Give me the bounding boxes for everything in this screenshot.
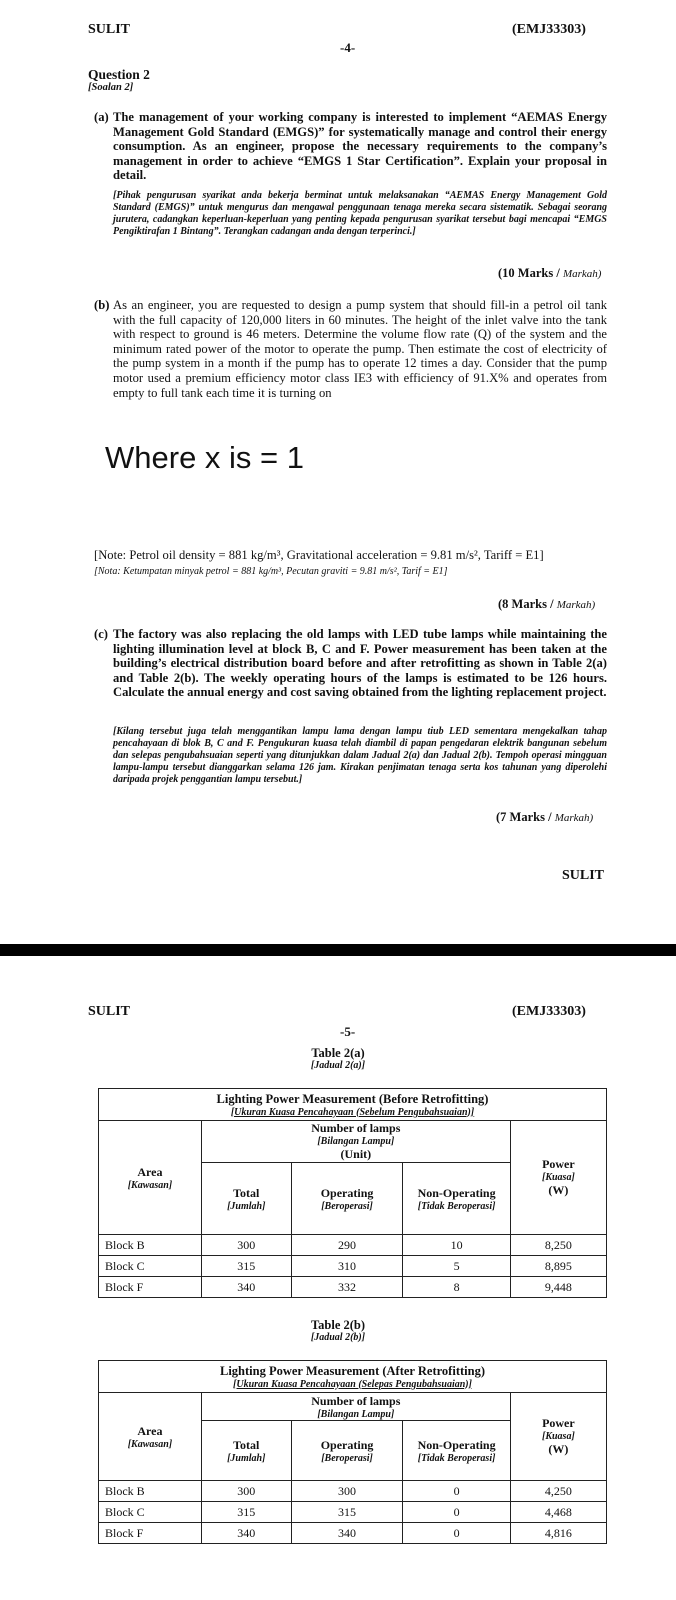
question-title-my: [Soalan 2] [88, 82, 134, 93]
non-operating-cell: 5 [403, 1256, 510, 1277]
non-operating-header: Non-Operating [Tidak Beroperasi] [403, 1421, 510, 1481]
non-operating-cell: 8 [403, 1277, 510, 1298]
power-cell: 8,250 [510, 1235, 606, 1256]
total-cell: 340 [201, 1277, 291, 1298]
total-header: Total [Jumlah] [201, 1421, 291, 1481]
non-operating-cell: 10 [403, 1235, 510, 1256]
page-number-p5: -5- [340, 1024, 356, 1039]
power-cell: 8,895 [510, 1256, 606, 1277]
operating-cell: 290 [291, 1235, 403, 1256]
course-code-p5: (EMJ33303) [512, 1004, 586, 1019]
power-cell: 4,468 [510, 1502, 606, 1523]
sulit-header-left-p5: SULIT [88, 1004, 131, 1019]
area-cell: Block B [99, 1235, 202, 1256]
part-a-text: The management of your working company is interested to implement “AEMAS Energy Management Gold Standard (EMGS)” for systematically manage and control their energy consumption. As an engineer, propose the necessary requirements to the company’s management in order to achieve “EMGS 1 Star Certification”. Explain your proposal in detail. [113, 110, 607, 183]
operating-cell: 315 [291, 1502, 403, 1523]
question-title: Question 2 [88, 67, 150, 82]
total-header: Total [Jumlah] [201, 1163, 291, 1235]
part-c-marks: (7 Marks / Markah) [496, 810, 594, 824]
power-header: Power [Kuasa] (W) [510, 1121, 606, 1235]
area-cell: Block B [99, 1481, 202, 1502]
total-cell: 315 [201, 1502, 291, 1523]
part-c-text: The factory was also replacing the old lamps with LED tube lamps while maintaining the lighting illumination level at block B, C and F. Power measurement has been taken at the building’s electrical distribution board before and after retrofitting as shown in Table 2(a) and Table 2(b). The weekly operating hours of the lamps is estimated to be 126 hours. Calculate the annual energy and cost saving obtained from the lighting replacement project. [113, 627, 607, 700]
table-a-caption: Table 2(a) [Jadual 2(a)] [310, 1046, 366, 1071]
operating-header: Operating [Beroperasi] [291, 1163, 403, 1235]
course-code: (EMJ33303) [512, 22, 586, 37]
page-number: -4- [340, 40, 356, 55]
total-cell: 340 [201, 1523, 291, 1544]
part-b-marks: (8 Marks / Markah) [498, 597, 596, 611]
table-row [99, 1481, 607, 1502]
area-cell: Block F [99, 1277, 202, 1298]
table-row [99, 1523, 607, 1544]
non-operating-cell: 0 [403, 1481, 510, 1502]
power-cell: 4,250 [510, 1481, 606, 1502]
part-a-text-my: [Pihak pengurusan syarikat anda bekerja berminat untuk melaksanakan “AEMAS Energy Management Gold Standard (EMGS)” untuk mengurus dan mengawal penggunaan tenaga mereka secara sistematik. Sebagai seorang jurutera, cadangkan keperluan-keperluan yang penting kepada pengurusan syarikat tersebut bagi mencapai “EMGS Pengiktirafan 1 Bintang”. Terangkan cadangan anda dengan terperinci.] [113, 190, 607, 237]
where-x-note: Where x is = 1 [105, 440, 304, 475]
operating-header: Operating [Beroperasi] [291, 1421, 403, 1481]
power-cell: 4,816 [510, 1523, 606, 1544]
num-lamps-header: Number of lamps [Bilangan Lampu] [201, 1393, 510, 1421]
operating-cell: 340 [291, 1523, 403, 1544]
operating-cell: 310 [291, 1256, 403, 1277]
table-2a [98, 1088, 607, 1298]
part-b-label: (b) [94, 298, 110, 312]
area-header: Area [Kawasan] [99, 1121, 202, 1235]
table-a-title: Lighting Power Measurement (Before Retrofitting) [Ukuran Kuasa Pencahayaan (Sebelum Pengubahsuaian)] [99, 1089, 607, 1121]
operating-cell: 332 [291, 1277, 403, 1298]
operating-cell: 300 [291, 1481, 403, 1502]
total-cell: 315 [201, 1256, 291, 1277]
power-cell: 9,448 [510, 1277, 606, 1298]
non-operating-header: Non-Operating [Tidak Beroperasi] [403, 1163, 510, 1235]
power-header: Power [Kuasa] (W) [510, 1393, 606, 1481]
area-cell: Block C [99, 1502, 202, 1523]
table-row [99, 1256, 607, 1277]
table-2b [98, 1360, 607, 1544]
part-b-note: [Note: Petrol oil density = 881 kg/m³, Gravitational acceleration = 9.81 m/s², Tariff = E1] [94, 548, 544, 562]
total-cell: 300 [201, 1235, 291, 1256]
table-b-title: Lighting Power Measurement (After Retrofitting) [Ukuran Kuasa Pencahayaan (Selepas Pengubahsuaian)] [99, 1361, 607, 1393]
table-row [99, 1277, 607, 1298]
part-a-marks: (10 Marks / Markah) [498, 266, 602, 280]
table-row [99, 1502, 607, 1523]
part-c-label: (c) [94, 627, 108, 641]
non-operating-cell: 0 [403, 1502, 510, 1523]
non-operating-cell: 0 [403, 1523, 510, 1544]
total-cell: 300 [201, 1481, 291, 1502]
part-a-label: (a) [94, 110, 109, 124]
page-divider [0, 944, 676, 956]
part-b-text: As an engineer, you are requested to design a pump system that should fill-in a petrol oil tank with the full capacity of 120,000 liters in 60 minutes. The height of the inlet valve into the tank with respect to ground is 46 meters. Determine the volume flow rate (Q) of the system and the minimum rated power of the motor to operate the pump. Then estimate the cost of electricity of the pump system in a month if the pump has to operate 12 times a day. Consider that the pump motor used a premium efficiency motor class IE3 with efficiency of 91.X% and operates from empty to full tank each time it is turning on [113, 298, 607, 400]
num-lamps-header: Number of lamps [Bilangan Lampu] (Unit) [201, 1121, 510, 1163]
part-b-note-my: [Nota: Ketumpatan minyak petrol = 881 kg/m³, Pecutan graviti = 9.81 m/s², Tarif = E1] [94, 566, 448, 577]
sulit-header-left: SULIT [88, 22, 131, 37]
table-b-caption: Table 2(b) [Jadual 2(b)] [310, 1318, 366, 1343]
part-c-text-my: [Kilang tersebut juga telah menggantikan lampu lama dengan lampu tiub LED sementara mengekalkan tahap pencahayaan di blok B, C and F. Pengukuran kuasa telah diambil di papan pengedaran elektrik bangunan sebelum dan selepas pengubahsuaian seperti yang ditunjukkan dalam Jadual 2(a) dan Jadual 2(b). Tempoh operasi mingguan lampu-lampu tersebut dianggarkan selama 126 jam. Kirakan penjimatan tenaga serta kos tahunan yang diperolehi daripada projek penggantian lampu tersebut.] [113, 726, 607, 785]
table-row [99, 1235, 607, 1256]
area-header: Area [Kawasan] [99, 1393, 202, 1481]
area-cell: Block F [99, 1523, 202, 1544]
area-cell: Block C [99, 1256, 202, 1277]
sulit-footer: SULIT [562, 868, 605, 883]
